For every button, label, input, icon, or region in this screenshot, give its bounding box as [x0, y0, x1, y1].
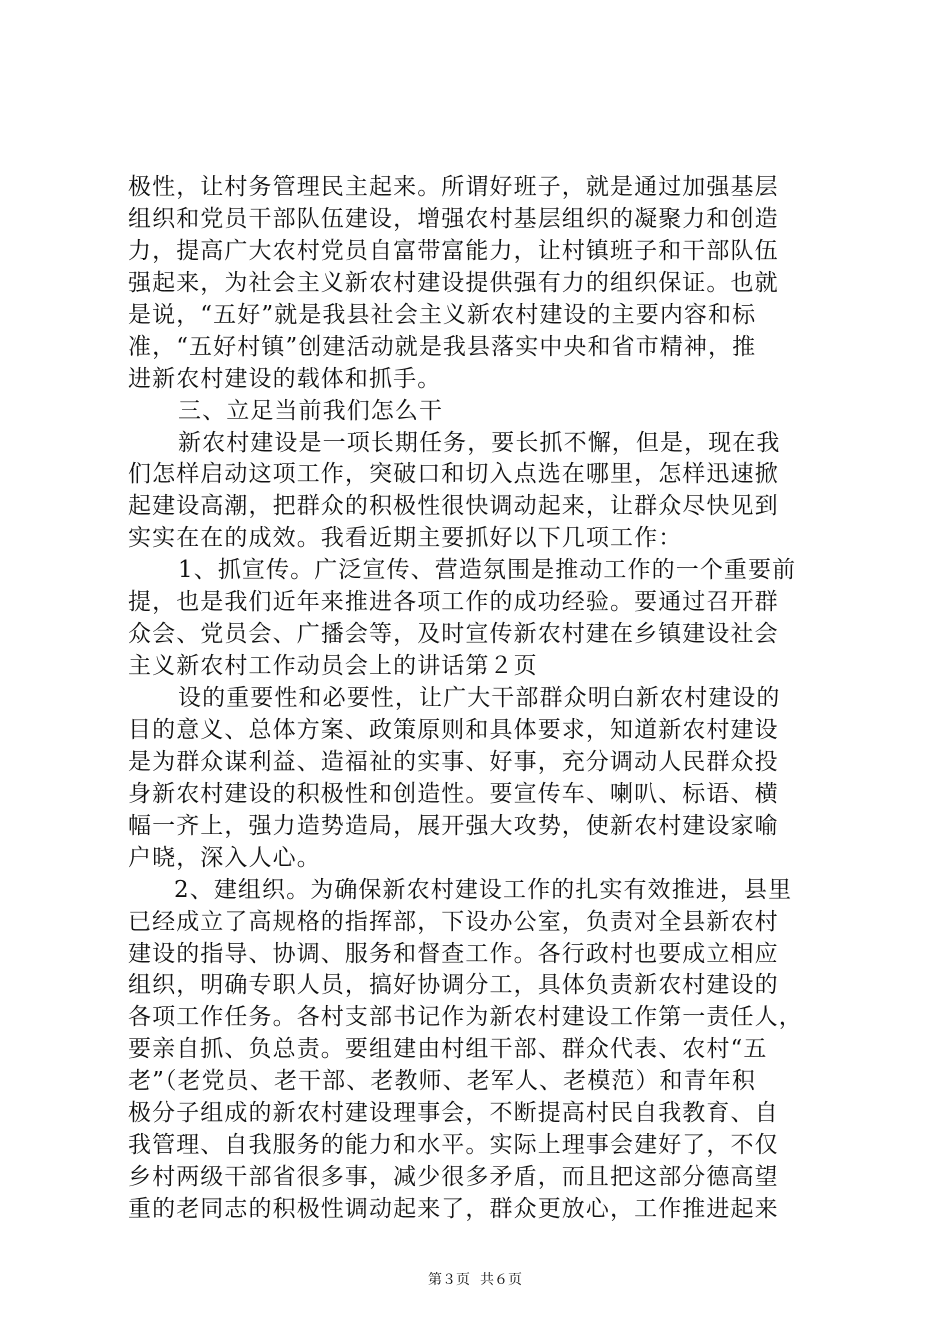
text-line: 极分子组成的新农村建设理事会，不断提高村民自我教育、自: [128, 1100, 779, 1127]
text-line: 建设的指导、协调、服务和督查工作。各行政村也要成立相应: [128, 940, 779, 967]
text-line: 组织，明确专职人员，搞好协调分工，具体负责新农村建设的: [128, 972, 779, 999]
text-line: 力，提高广大农村党员自富带富能力，让村镇班子和干部队伍: [128, 237, 779, 264]
text-line: 提，也是我们近年来推进各项工作的成功经验。要通过召开群: [128, 589, 779, 616]
text-line: 是说，“五好”就是我县社会主义新农村建设的主要内容和标: [128, 301, 757, 328]
text-line: 进新农村建设的载体和抓手。: [128, 365, 442, 392]
text-line: 设的重要性和必要性，让广大干部群众明白新农村建设的: [178, 685, 781, 711]
text-line: 主义新农村工作动员会上的讲话第２页: [128, 653, 538, 680]
page-number: 第３页: [428, 1272, 470, 1288]
text-line: 新农村建设是一项长期任务，要长抓不懈，但是，现在我: [178, 429, 781, 456]
document-body: [128, 172, 828, 1226]
text-line: 幅一齐上，强力造势造局，展开强大攻势，使新农村建设家喻: [128, 812, 779, 839]
text-line: 身新农村建设的积极性和创造性。要宣传车、喇叭、标语、横: [128, 780, 779, 807]
text-line: 2、建组织。为确保新农村建设工作的扎实有效推进，县里: [174, 876, 793, 903]
text-line: 们怎样启动这项工作，突破口和切入点选在哪里，怎样迅速掀: [128, 461, 779, 488]
text-line: 强起来，为社会主义新农村建设提供强有力的组织保证。也就: [128, 269, 779, 296]
page-footer: [0, 1270, 950, 1290]
text-line: 准，“五好村镇”创建活动就是我县落实中央和省市精神，推: [128, 333, 757, 360]
text-line: 重的老同志的积极性调动起来了，群众更放心，工作推进起来: [128, 1196, 779, 1222]
text-line: 户晓，深入人心。: [128, 844, 321, 871]
text-line: 各项工作任务。各村支部书记作为新农村建设工作第一责任人，: [128, 1004, 803, 1031]
text-line: 组织和党员干部队伍建设，增强农村基层组织的凝聚力和创造: [128, 205, 779, 232]
text-line: 1、抓宣传。广泛宣传、营造氛围是推动工作的一个重要前: [178, 557, 797, 584]
text-line: 是为群众谋利益、造福祉的实事、好事，充分调动人民群众投: [128, 748, 779, 775]
text-line: 要亲自抓、负总责。要组建由村组干部、群众代表、农村“五: [128, 1036, 768, 1063]
page-total: 共６页: [480, 1272, 522, 1288]
text-line: 目的意义、总体方案、政策原则和具体要求，知道新农村建设: [128, 716, 779, 743]
text-line: 老”（老党员、老干部、老教师、老军人、老模范）和青年积: [128, 1068, 756, 1095]
text-line: 乡村两级干部省很多事，减少很多矛盾，而且把这部分德高望: [128, 1164, 779, 1191]
text-line: 极性，让村务管理民主起来。所谓好班子，就是通过加强基层: [128, 174, 779, 200]
text-line: 三、立足当前我们怎么干: [178, 397, 444, 424]
text-line: 众会、党员会、广播会等，及时宣传新农村建在乡镇建设社会: [128, 621, 779, 648]
text-line: 起建设高潮，把群众的积极性很快调动起来，让群众尽快见到: [128, 493, 779, 520]
text-line: 实实在在的成效。我看近期主要抓好以下几项工作：: [128, 525, 683, 552]
text-line: 已经成立了高规格的指挥部，下设办公室，负责对全县新农村: [128, 908, 779, 935]
text-line: 我管理、自我服务的能力和水平。实际上理事会建好了，不仅: [128, 1132, 779, 1159]
